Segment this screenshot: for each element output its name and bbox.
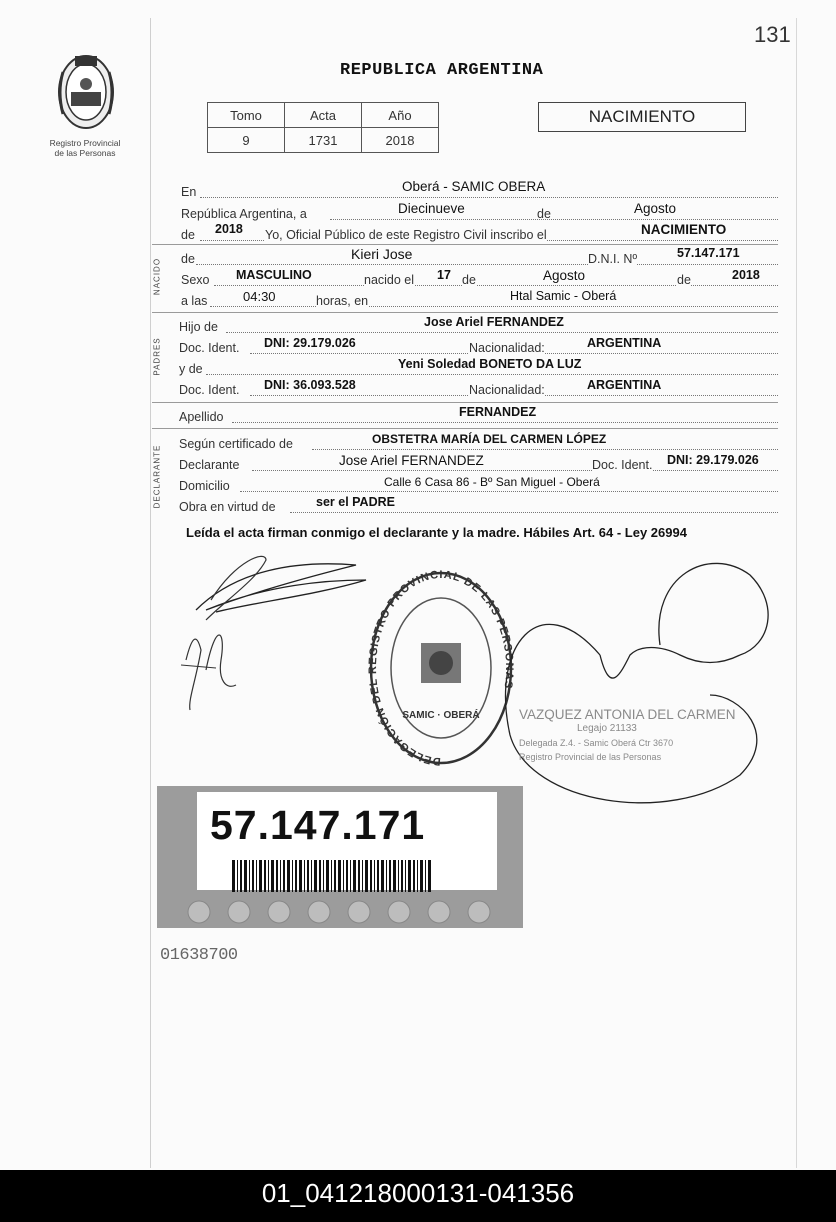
sexo-label: Sexo <box>181 273 210 287</box>
nacido-de-label: de <box>181 252 195 266</box>
de-label: de <box>537 207 551 221</box>
birth-year: 2018 <box>732 268 760 282</box>
page-number: 131 <box>754 22 791 47</box>
birth-day: 17 <box>437 268 451 282</box>
father-nationality: ARGENTINA <box>587 336 662 350</box>
obra-label: Obra en virtud de <box>179 500 276 514</box>
certificado-label: Según certificado de <box>179 437 293 451</box>
declarante-value: Jose Ariel FERNANDEZ <box>339 453 484 468</box>
day-words-value: Diecinueve <box>398 201 465 216</box>
father-nationality-label: Nacionalidad: <box>469 341 545 355</box>
newborn-dni: 57.147.171 <box>677 246 740 260</box>
acta-value: 1731 <box>285 128 362 153</box>
logo-caption-line2: de las Personas <box>54 148 116 158</box>
mother-doc: DNI: 36.093.528 <box>264 378 356 392</box>
newborn-name: Kieri Jose <box>351 246 413 262</box>
stamp-line2: Legajo 21133 <box>577 723 637 734</box>
dni-label: D.N.I. Nº <box>588 252 638 266</box>
seal-center-text: SAMIC · OBERÁ <box>402 710 480 721</box>
official-stamp <box>519 708 739 764</box>
logo-caption-line1: Registro Provincial <box>49 138 121 148</box>
anio-value: 2018 <box>362 128 439 153</box>
barcard-pattern-icon <box>157 896 523 928</box>
nacido-section-label: NACIDO <box>152 257 162 296</box>
padres-section-label: PADRES <box>152 337 162 376</box>
stamp-line4: Registro Provincial de las Personas <box>519 752 662 762</box>
republica-label: República Argentina, a <box>181 207 307 221</box>
declarante-section-label: DECLARANTE <box>152 444 162 509</box>
a-las-label: a las <box>181 294 208 308</box>
anio-header: Año <box>362 103 439 128</box>
stamp-line3: Delegada Z.4. - Samic Oberá Ctr 3670 <box>519 738 674 748</box>
month-value: Agosto <box>634 201 677 216</box>
declarante-doc: DNI: 29.179.026 <box>667 453 759 467</box>
en-label: En <box>181 185 197 199</box>
obra-value: ser el PADRE <box>316 495 395 509</box>
page-left-border <box>150 18 151 1168</box>
de2-label: de <box>181 228 195 242</box>
stamp-line1: VAZQUEZ ANTONIA DEL CARMEN <box>519 707 736 722</box>
father-doc-label: Doc. Ident. <box>179 341 240 355</box>
closing-text: Leída el acta firman conmigo el declarante y la madre. Hábiles Art. 64 - Ley 26994 <box>186 525 687 540</box>
logo-caption <box>30 138 140 158</box>
de-label-2: de <box>462 273 476 287</box>
official-signature-icon <box>500 545 780 815</box>
apellido-value: FERNANDEZ <box>459 405 537 419</box>
registry-table <box>207 102 439 153</box>
document-title: REPUBLICA ARGENTINA <box>340 61 544 80</box>
tomo-header: Tomo <box>208 103 285 128</box>
horas-label: horas, en <box>316 294 369 308</box>
de-label-3: de <box>677 273 691 287</box>
official-text: Yo, Oficial Público de este Registro Civil inscribo el <box>265 228 547 242</box>
acta-header: Acta <box>285 103 362 128</box>
mother-nationality: ARGENTINA <box>587 378 662 392</box>
domicilio-value: Calle 6 Casa 86 - Bº San Miguel - Oberá <box>384 475 600 489</box>
father-name: Jose Ariel FERNANDEZ <box>424 315 564 329</box>
declarante-signature-icon <box>176 540 376 720</box>
apellido-label: Apellido <box>179 410 224 424</box>
footer-id: 01_041218000131-041356 <box>0 1170 836 1222</box>
mother-name: Yeni Soledad BONETO DA LUZ <box>398 357 582 371</box>
domicilio-label: Domicilio <box>179 479 230 493</box>
record-type-box: NACIMIENTO <box>538 102 746 132</box>
provincial-emblem-icon <box>53 52 119 134</box>
birth-time: 04:30 <box>243 289 276 304</box>
barcode-icon <box>232 860 432 892</box>
hijo-de-label: Hijo de <box>179 320 218 334</box>
sexo-value: MASCULINO <box>236 268 312 282</box>
mother-nationality-label: Nacionalidad: <box>469 383 545 397</box>
nacido-el-label: nacido el <box>364 273 415 287</box>
birth-month: Agosto <box>543 268 586 283</box>
serial-number: 01638700 <box>160 946 238 965</box>
barcode-number: 57.147.171 <box>210 802 426 848</box>
certificado-value: OBSTETRA MARÍA DEL CARMEN LÓPEZ <box>372 432 607 446</box>
registry-seal-icon <box>366 568 516 768</box>
tomo-value: 9 <box>208 128 285 153</box>
mother-doc-label: Doc. Ident. <box>179 383 240 397</box>
father-doc: DNI: 29.179.026 <box>264 336 356 350</box>
declarante-label: Declarante <box>179 458 240 472</box>
y-de-label: y de <box>179 362 203 376</box>
place-value: Oberá - SAMIC OBERA <box>402 179 546 194</box>
year-value: 2018 <box>215 222 243 236</box>
page-right-border <box>796 18 797 1168</box>
event-value: NACIMIENTO <box>641 222 727 237</box>
declarante-doc-label: Doc. Ident. <box>592 458 653 472</box>
birth-place: Htal Samic - Oberá <box>510 289 617 303</box>
seal-ring-text: DELEGACIÓN DEL REGISTRO PROVINCIAL DE LAS PERSONAS <box>367 568 516 768</box>
